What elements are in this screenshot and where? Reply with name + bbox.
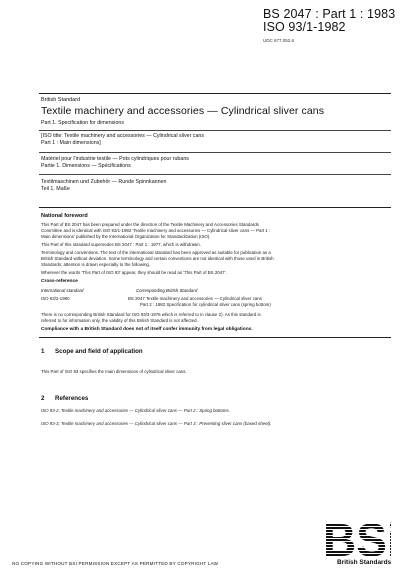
bsi-logo-icon <box>321 512 391 560</box>
foreword-heading: National foreword <box>41 213 88 219</box>
reference-item: ISO 93-2, Textile machinery and accessories — Cylindrical sliver cans — Part 2 : Spring bottoms. <box>41 408 230 413</box>
reference-item: ISO 93-3, Textile machinery and accessories — Cylindrical sliver cans — Part 3 : Preventing sliver cans (based sheet). <box>41 421 272 426</box>
section-1-text: This Part of ISO 93 specifies the main dimensions of cylindrical sliver cans. <box>41 369 187 374</box>
crossref-col-bs: Corresponding British Standard <box>136 288 198 293</box>
german-title-line-2: Teil 1. Maße <box>41 186 70 192</box>
iso-title-line-2: Part 1 : Main dimensions] <box>41 140 101 146</box>
foreword-line: Wherever the words 'This Part of ISO 93' appear, they should be read as 'This Part of BS 2047'. <box>41 270 227 275</box>
bsi-logo-text: British Standards <box>337 559 392 566</box>
iso-number: ISO 93/1-1982 <box>263 20 346 34</box>
divider-1 <box>39 130 391 131</box>
iso-title-line-1: [ISO title: Textile machinery and accessories — Cylindrical sliver cans <box>41 133 204 139</box>
foreword-line: Terminology and conventions. The text of the international standard has been approved as suitable for publication as a <box>41 250 271 255</box>
foreword-line: This Part of BS 2047 has been prepared under the direction of the Textile Machinery and Accessories Standards <box>41 222 259 227</box>
section-2-number: 2 <box>41 395 45 402</box>
foreword-line: This Part of this standard supersedes BS 2047 : Part 1 : 1977, which is withdrawn. <box>41 242 201 247</box>
french-title-line-1: Matériel pour l'industrie textile — Pots cylindriques pour rubans <box>41 156 189 162</box>
section-1-title: Scope and field of application <box>55 348 143 355</box>
foreword-line: Standards; attention is drawn especially to the following. <box>41 262 151 267</box>
compliance-statement: Compliance with a British Standard does not of itself confer immunity from legal obligations. <box>41 327 253 332</box>
german-title-line-1: Textilmaschinen und Zubehör — Runde Spinnkannen <box>41 179 167 185</box>
crossref-heading: Cross-reference <box>41 279 78 284</box>
french-title-line-2: Partie 1. Dimensions — Spécifications <box>41 163 131 169</box>
section-1-number: 1 <box>41 348 45 355</box>
section-2-heading <box>41 395 88 402</box>
section-2-title: References <box>55 395 89 402</box>
crossref-bs-ref-2: Part 2 : 1982 Specification for cylindrical sliver cans (spring bottom) <box>140 302 271 307</box>
british-standard-label: British Standard <box>41 97 81 103</box>
section-rule <box>39 337 391 338</box>
foreword-line: Main dimensions' published by the International Organization for Standardization (ISO). <box>41 234 211 239</box>
part-title: Part 1. Specification for dimensions <box>41 120 125 126</box>
header-note: UDC 677.052.6 <box>263 38 295 43</box>
standard-number: BS 2047 : Part 1 : 1983 <box>263 7 396 21</box>
divider-2 <box>39 152 391 153</box>
foreword-rule <box>39 207 391 208</box>
crossref-col-intl: International standard <box>41 288 84 293</box>
crossref-bs-ref-1: BS 2047 Textile machinery and accessories — Cylindrical sliver cans <box>128 296 262 301</box>
crossref-intl-ref: ISO 93/2-1980 <box>41 296 70 301</box>
foreword-line: Committee and is identical with ISO 93/1-1982 'Textile machinery and accessories — Cylindrical sliver cans — Part 1 : <box>41 228 271 233</box>
page-title: Textile machinery and accessories — Cylindrical sliver cans <box>41 105 325 117</box>
foreword-para-2: referred to for information only, the validity of this British Standard is not affected. <box>41 318 198 323</box>
section-1-heading <box>41 348 143 355</box>
standard-header <box>263 8 395 34</box>
foreword-para-1: There is no corresponding British Standard for ISO 93/3-1976 which is referred to in clause 2). As this standard is <box>41 312 261 317</box>
foreword-line: British Standard without deviation. Some terminology and certain conventions are not identical with those used in British <box>41 256 274 261</box>
top-rule <box>39 93 391 94</box>
divider-3 <box>39 174 391 175</box>
copyright-footer: NO COPYING WITHOUT BSI PERMISSION EXCEPT AS PERMITTED BY COPYRIGHT LAW <box>12 561 219 566</box>
